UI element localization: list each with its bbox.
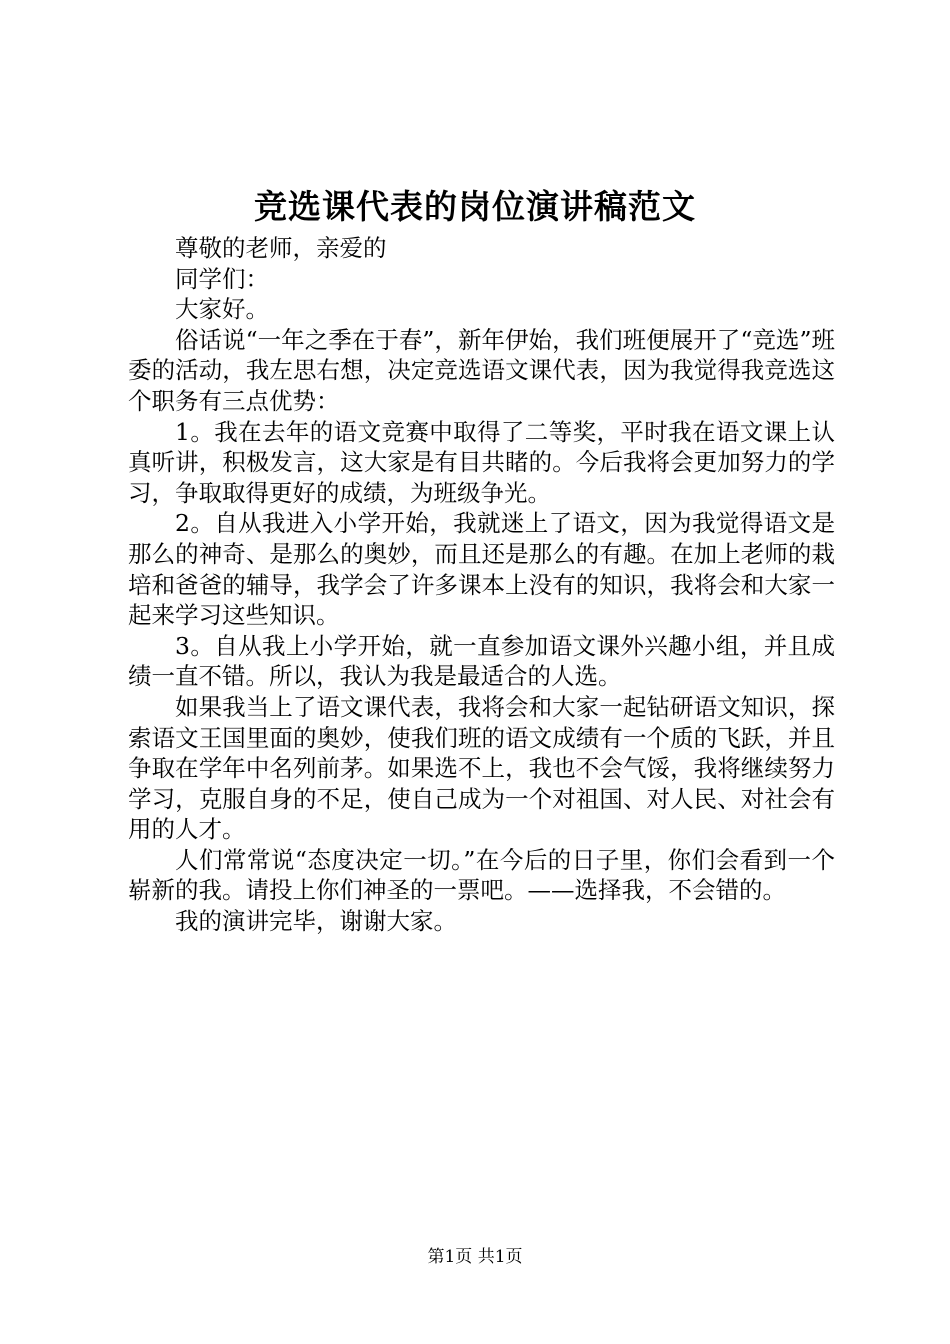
document-title: 竞选课代表的岗位演讲稿范文: [254, 187, 696, 226]
document-body: [128, 233, 835, 937]
paragraph-salutation-2: 同学们：: [175, 264, 269, 293]
paragraph-closing: 我的演讲完毕，谢谢大家。: [175, 907, 457, 936]
paragraph-intro: 俗话说“一年之季在于春”，新年伊始，我们班便展开了“竞选”班委的活动，我左思右想，决定竞选语文课代表，因为我觉得我竞选这个职务有三点优势：: [128, 325, 835, 415]
page-footer: 第1页 共1页: [427, 1247, 523, 1267]
paragraph-point-2: 2。自从我进入小学开始，我就迷上了语文，因为我觉得语文是那么的神奇、是那么的奥妙，而且还是那么的有趣。在加上老师的栽培和爸爸的辅导，我学会了许多课本上没有的知识，我将会和大家一起来学习这些知识。: [128, 509, 835, 630]
paragraph-plan: 如果我当上了语文课代表，我将会和大家一起钻研语文知识，探索语文王国里面的奥妙，使我们班的语文成绩有一个质的飞跃，并且争取在学年中名列前茅。如果选不上，我也不会气馁，我将继续努力学习，克服自身的不足，使自己成为一个对祖国、对人民、对社会有用的人才。: [128, 692, 835, 844]
paragraph-appeal: 人们常常说“态度决定一切。”在今后的日子里，你们会看到一个崭新的我。请投上你们神圣的一票吧。——选择我，不会错的。: [128, 845, 835, 905]
paragraph-salutation-1: 尊敬的老师，亲爱的: [175, 234, 387, 262]
paragraph-point-3: 3。自从我上小学开始，就一直参加语文课外兴趣小组，并且成绩一直不错。所以，我认为我是最适合的人选。: [128, 631, 835, 691]
paragraph-point-1: 1。我在去年的语文竞赛中取得了二等奖，平时我在语文课上认真听讲，积极发言，这大家是有目共睹的。今后我将会更加努力的学习，争取取得更好的成绩，为班级争光。: [128, 417, 835, 507]
paragraph-greeting: 大家好。: [175, 295, 269, 324]
